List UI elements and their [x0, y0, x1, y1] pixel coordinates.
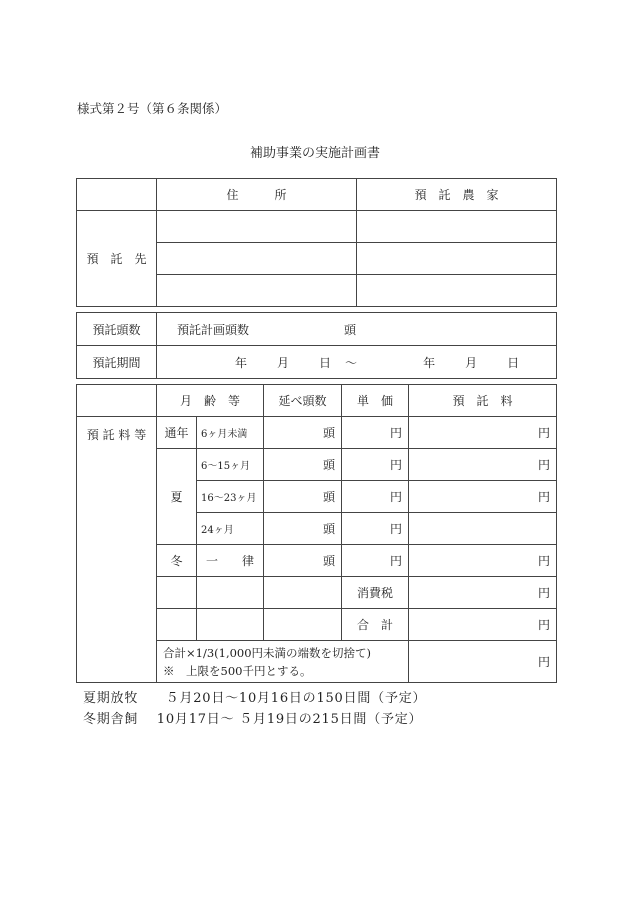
age-under6-label: 6ヶ月未満: [197, 417, 264, 449]
period-label: 預託期間: [77, 346, 157, 379]
fee-table: [76, 384, 557, 683]
farmer-header: 預 託 農 家: [357, 179, 557, 211]
farmer-field-1[interactable]: [357, 211, 557, 243]
fee-under6[interactable]: 円: [409, 417, 557, 449]
winter-housing-note: 冬期舎飼 10月17日〜 ５月19日の215日間（予定）: [83, 712, 423, 727]
blank-head-days-total: [264, 609, 342, 641]
fee-16-23[interactable]: 円: [409, 481, 557, 513]
address-field-3[interactable]: [157, 275, 357, 307]
unit-price-header: 単 価: [342, 385, 409, 417]
end-month-unit: 月: [465, 355, 478, 370]
subsidy-amount-field[interactable]: 円: [409, 641, 557, 683]
season-all-year: 通年: [157, 417, 197, 449]
start-month-unit: 月: [277, 355, 290, 370]
form-number-label: 様式第２号（第６条関係）: [77, 101, 228, 116]
head-days-header: 延べ頭数: [264, 385, 342, 417]
total-field[interactable]: 円: [409, 609, 557, 641]
head-days-winter[interactable]: 頭: [264, 545, 342, 577]
end-year-unit: 年: [423, 355, 436, 370]
start-day-unit: 日: [319, 355, 332, 370]
consignee-row-label: 預 託 先: [77, 211, 157, 307]
unit-price-under6[interactable]: 円: [342, 417, 409, 449]
total-label: 合 計: [342, 609, 409, 641]
head-days-under6[interactable]: 頭: [264, 417, 342, 449]
formula-text: 合計×1/3(1,000円未満の端数を切捨て): [163, 645, 372, 660]
fee-winter[interactable]: 円: [409, 545, 557, 577]
subsidy-formula-note: [157, 641, 409, 683]
age-24-label: 24ヶ月: [197, 513, 264, 545]
blank-season-tax: [157, 577, 197, 609]
corner-cell: [77, 179, 157, 211]
fee-row-label: 預 託 料 等: [77, 417, 157, 683]
fee-corner-cell: [77, 385, 157, 417]
age-16-23-label: 16〜23ヶ月: [197, 481, 264, 513]
age-6-15-label: 6〜15ヶ月: [197, 449, 264, 481]
blank-season-total: [157, 609, 197, 641]
document-title: 補助事業の実施計画書: [249, 146, 380, 161]
planned-count-label: 預託計画頭数: [177, 322, 250, 337]
age-uniform-label: 一 律: [197, 545, 264, 577]
fee-header: 預 託 料: [409, 385, 557, 417]
unit-price-6-15[interactable]: 円: [342, 449, 409, 481]
address-field-2[interactable]: [157, 243, 357, 275]
season-summer: 夏: [157, 449, 197, 545]
unit-price-24[interactable]: 円: [342, 513, 409, 545]
address-field-1[interactable]: [157, 211, 357, 243]
period-table: [76, 312, 557, 379]
unit-price-16-23[interactable]: 円: [342, 481, 409, 513]
farmer-field-2[interactable]: [357, 243, 557, 275]
head-count-field[interactable]: [157, 313, 557, 346]
cap-text: ※ 上限を500千円とする。: [163, 663, 312, 678]
fee-24[interactable]: [409, 513, 557, 545]
head-count-label: 預託頭数: [77, 313, 157, 346]
start-year-unit: 年: [235, 355, 248, 370]
unit-price-winter[interactable]: 円: [342, 545, 409, 577]
head-unit: 頭: [344, 322, 357, 337]
head-days-6-15[interactable]: 頭: [264, 449, 342, 481]
fee-6-15[interactable]: 円: [409, 449, 557, 481]
blank-head-days-tax: [264, 577, 342, 609]
blank-age-total: [197, 609, 264, 641]
consumption-tax-field[interactable]: 円: [409, 577, 557, 609]
season-winter: 冬: [157, 545, 197, 577]
age-header: 月 齢 等: [157, 385, 264, 417]
period-tilde: 〜: [345, 355, 358, 370]
end-day-unit: 日: [507, 355, 520, 370]
address-header: 住 所: [157, 179, 357, 211]
period-field[interactable]: [157, 346, 557, 379]
consignee-table: [76, 178, 557, 307]
consumption-tax-label: 消費税: [342, 577, 409, 609]
blank-age-tax: [197, 577, 264, 609]
farmer-field-3[interactable]: [357, 275, 557, 307]
summer-grazing-note: 夏期放牧 ５月20日〜10月16日の150日間（予定）: [83, 691, 427, 706]
head-days-24[interactable]: 頭: [264, 513, 342, 545]
head-days-16-23[interactable]: 頭: [264, 481, 342, 513]
